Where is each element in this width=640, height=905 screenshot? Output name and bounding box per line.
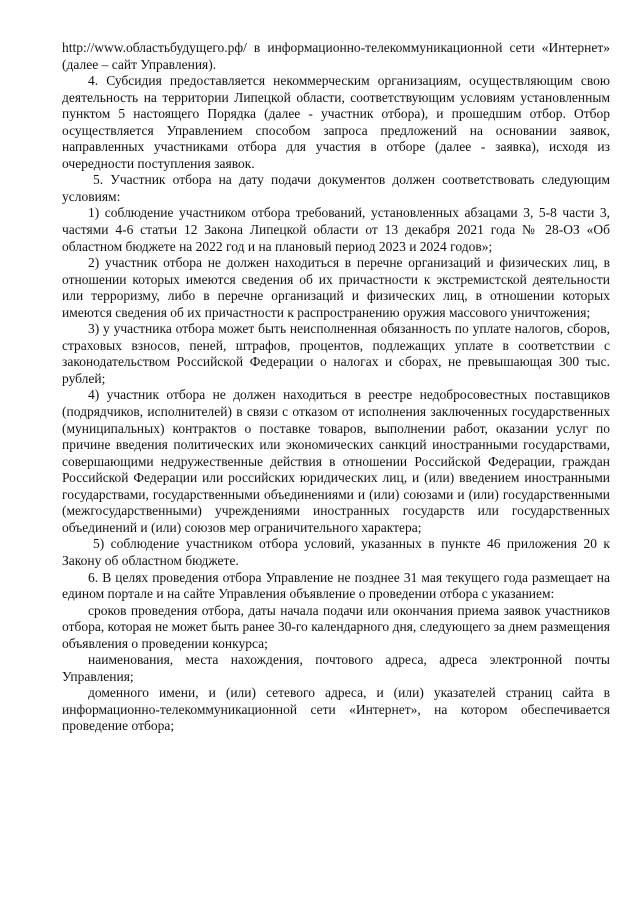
paragraph-5-2: 2) участник отбора не должен находиться в перечне организаций и физических лиц, в отношении которых имеются сведения об их причастности к экстремистской деятельности или терроризму, либо в перечне организаций и физических лиц, в отношении которых имеются сведения об их причастности к распространению оружия массового уничтожения; bbox=[62, 255, 610, 320]
document-page bbox=[62, 40, 610, 735]
paragraph-6-address: наименования, места нахождения, почтового адреса, адреса электронной почты Управления; bbox=[62, 652, 610, 684]
paragraph-6: 6. В целях проведения отбора Управление не позднее 31 мая текущего года размещает на едином портале и на сайте Управления объявление о проведении отбора с указанием: bbox=[62, 569, 610, 602]
paragraph-6-domain: доменного имени, и (или) сетевого адреса, и (или) указателей страниц сайта в информационно-телекоммуникационной сети «Интернет», на котором обеспечивается проведение отбора; bbox=[62, 685, 610, 734]
paragraph-5-5: 5) соблюдение участником отбора условий, указанных в пункте 46 приложения 20 к Закону об областном бюджете. bbox=[62, 536, 610, 568]
paragraph-site-url: http://www.областьбудущего.рф/ в информационно-телекоммуникационной сети «Интернет» (далее – сайт Управления). bbox=[62, 40, 610, 72]
paragraph-4: 4. Субсидия предоставляется некоммерческим организациям, осуществляющим свою деятельность на территории Липецкой области, соответствующим условиям установленным пунктом 5 настоящего Порядка (далее - участник отбора), и прошедшим отбор. Отбор осуществляется Управлением способом запроса предложений на основании заявок, направленных участниками отбора для участия в отборе (далее - заявка), исходя из очередности поступления заявок. bbox=[62, 73, 610, 171]
paragraph-5: 5. Участник отбора на дату подачи документов должен соответствовать следующим условиям: bbox=[62, 172, 610, 204]
paragraph-5-4: 4) участник отбора не должен находиться в реестре недобросовестных поставщиков (подрядчиков, исполнителей) в связи с отказом от исполнения заключенных государственных (муниципальных) контрактов о поставке товаров, выполнении работ, оказании услуг по причине введения политических или экономических санкций иностранными государствами, совершающими недружественные действия в отношении Российской Федерации, граждан Российской Федерации или российских юридических лиц, и (или) введением иностранными государствами, государственными объединениями и (или) союзами и (или) государственными (межгосударственными) учреждениями иностранных государств или государственных объединений и (или) союзов мер ограничительного характера; bbox=[62, 387, 610, 535]
paragraph-6-deadlines: сроков проведения отбора, даты начала подачи или окончания приема заявок участников отбора, которая не может быть ранее 30-го календарного дня, следующего за днем размещения объявления о проведении конкурса; bbox=[62, 602, 610, 651]
paragraph-5-1: 1) соблюдение участником отбора требований, установленных абзацами 3, 5-8 части 3, частями 4-6 статьи 12 Закона Липецкой области от 13 декабря 2021 года № 28-ОЗ «Об областном бюджете на 2022 год и на плановый период 2023 и 2024 годов»; bbox=[62, 205, 610, 254]
paragraph-5-3: 3) у участника отбора может быть неисполненная обязанность по уплате налогов, сборов, страховых взносов, пеней, штрафов, процентов, подлежащих уплате в соответствии с законодательством Российской Федерации о налогах и сборах, не превышающая 300 тыс. рублей; bbox=[62, 321, 610, 386]
